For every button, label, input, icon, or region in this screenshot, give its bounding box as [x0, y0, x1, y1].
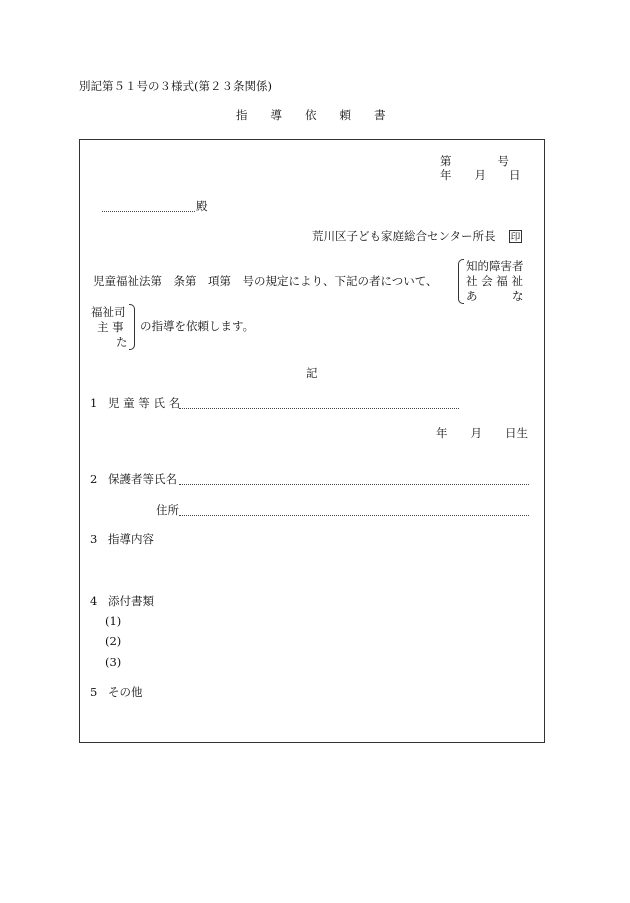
- child-name-line[interactable]: [179, 408, 459, 409]
- addressee-suffix: 殿: [196, 199, 208, 213]
- item-2-label: 保護者等氏名: [108, 472, 177, 486]
- options-bracket-right: [458, 259, 464, 304]
- form-id: 別記第５１号の３様式(第２３条関係): [79, 79, 272, 93]
- document-number: 第 号: [440, 154, 509, 168]
- option-line-6: た: [116, 335, 128, 349]
- guardian-name-line[interactable]: [179, 484, 529, 485]
- option-line-4: 福祉司: [91, 305, 126, 319]
- document-title: 指 導 依 頼 書: [236, 108, 386, 122]
- item-1-number: 1: [90, 396, 98, 410]
- attachment-2: (2): [105, 634, 122, 648]
- address-line[interactable]: [179, 515, 529, 516]
- address-label: 住所: [156, 503, 179, 517]
- item-3-label: 指導内容: [108, 532, 154, 546]
- item-4-number: 4: [90, 594, 98, 608]
- option-line-5: 主 事: [97, 320, 124, 334]
- item-5-number: 5: [90, 685, 98, 699]
- option-line-1: 知的障害者: [466, 259, 524, 273]
- item-5-label: その他: [108, 685, 143, 699]
- request-closing: の指導を依頼します。: [140, 319, 255, 333]
- item-4-label: 添付書類: [108, 594, 154, 608]
- request-body: 児童福祉法第 条第 項第 号の規定により、下記の者について、: [93, 274, 438, 288]
- document-date: 年 月 日: [440, 168, 521, 182]
- attachment-3: (3): [105, 655, 122, 669]
- seal-mark: 印: [510, 232, 521, 243]
- birth-date: 年 月 日生: [436, 426, 528, 440]
- options-bracket-left: [129, 304, 135, 350]
- addressee-line[interactable]: [102, 211, 195, 212]
- sender-name: 荒川区子ども家庭総合センター所長: [312, 229, 496, 243]
- item-2-number: 2: [90, 472, 98, 486]
- option-line-3: あ な: [466, 289, 524, 303]
- item-3-number: 3: [90, 532, 98, 546]
- option-line-2: 社 会 福 祉: [466, 274, 523, 288]
- ki-heading: 記: [306, 366, 318, 380]
- attachment-1: (1): [105, 614, 122, 628]
- item-1-label: 児 童 等 氏 名: [108, 396, 181, 410]
